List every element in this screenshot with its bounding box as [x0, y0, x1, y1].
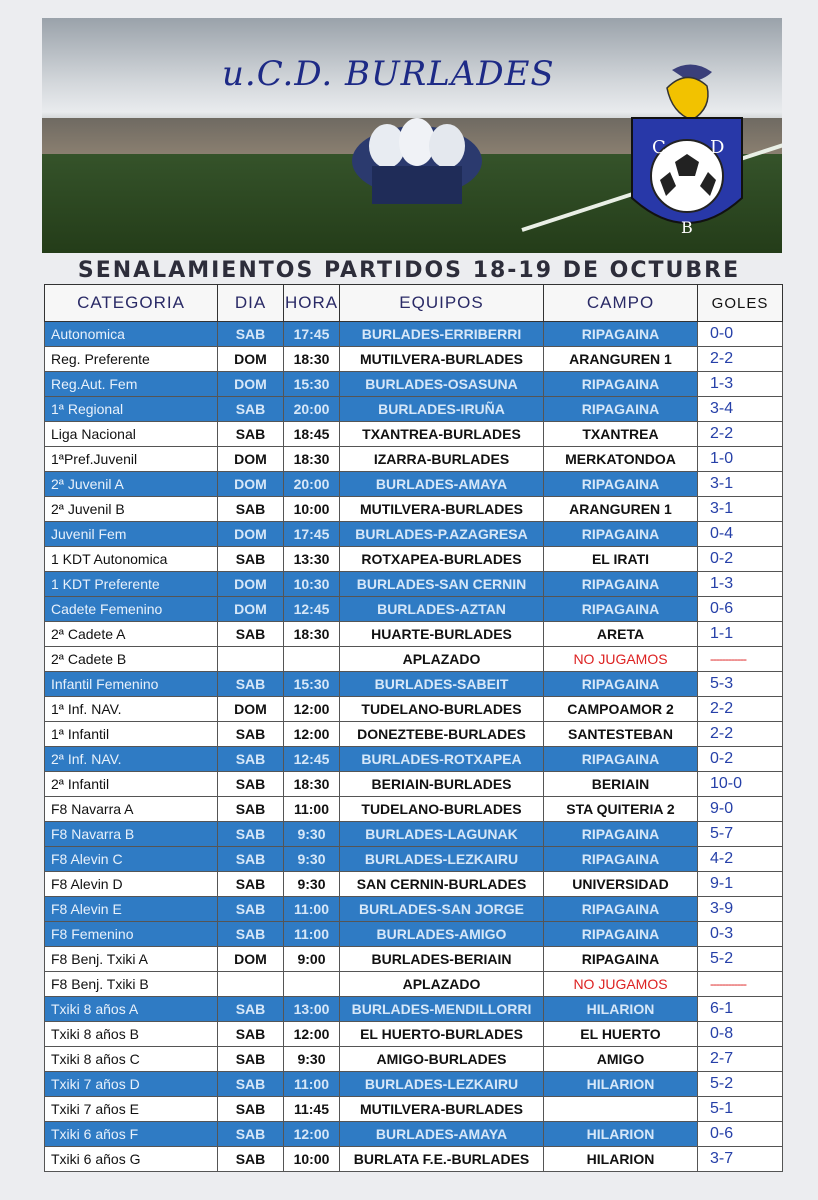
- field-cell: RIPAGAINA: [544, 597, 698, 622]
- category-cell: 2ª Cadete B: [45, 647, 218, 672]
- time-cell: 20:00: [284, 397, 340, 422]
- table-row: [45, 997, 783, 1022]
- day-cell: SAB: [218, 772, 284, 797]
- time-cell: 9:30: [284, 1047, 340, 1072]
- teams-cell: TUDELANO-BURLADES: [340, 697, 544, 722]
- teams-cell: BURLADES-AMAYA: [340, 472, 544, 497]
- field-cell: RIPAGAINA: [544, 672, 698, 697]
- day-cell: SAB: [218, 897, 284, 922]
- goals-cell: 5-7: [698, 822, 783, 847]
- crest-letter-d: D: [710, 137, 725, 158]
- table-row: [45, 972, 783, 997]
- field-cell: STA QUITERIA 2: [544, 797, 698, 822]
- table-row: [45, 397, 783, 422]
- field-cell: EL HUERTO: [544, 1022, 698, 1047]
- goals-cell: 3-4: [698, 397, 783, 422]
- field-cell: AMIGO: [544, 1047, 698, 1072]
- day-cell: SAB: [218, 1047, 284, 1072]
- goals-cell: 0-3: [698, 922, 783, 947]
- col-header-dia: DIA: [218, 285, 284, 322]
- category-cell: 2ª Inf. NAV.: [45, 747, 218, 772]
- category-cell: 1 KDT Autonomica: [45, 547, 218, 572]
- time-cell: 13:30: [284, 547, 340, 572]
- table-row: [45, 872, 783, 897]
- goals-cell: 5-3: [698, 672, 783, 697]
- goals-cell: 0-6: [698, 1122, 783, 1147]
- goals-cell: 4-2: [698, 847, 783, 872]
- table-row: [45, 1022, 783, 1047]
- matches-table: [44, 284, 783, 1172]
- col-header-hora: HORA: [284, 285, 340, 322]
- table-header-row: [45, 285, 783, 322]
- day-cell: SAB: [218, 847, 284, 872]
- goals-cell: 2-2: [698, 697, 783, 722]
- day-cell: DOM: [218, 697, 284, 722]
- table-row: [45, 797, 783, 822]
- table-row: [45, 322, 783, 347]
- table-row: [45, 522, 783, 547]
- teams-cell: BURLADES-OSASUNA: [340, 372, 544, 397]
- field-cell: RIPAGAINA: [544, 947, 698, 972]
- field-cell: TXANTREA: [544, 422, 698, 447]
- day-cell: [218, 647, 284, 672]
- teams-cell: BURLADES-SAN JORGE: [340, 897, 544, 922]
- teams-cell: BURLADES-IRUÑA: [340, 397, 544, 422]
- goals-cell: 1-3: [698, 572, 783, 597]
- team-huddle-image: [342, 106, 492, 206]
- goals-cell: 0-8: [698, 1022, 783, 1047]
- table-row: [45, 622, 783, 647]
- day-cell: SAB: [218, 622, 284, 647]
- goals-cell: 10-0: [698, 772, 783, 797]
- goals-cell: 2-2: [698, 722, 783, 747]
- category-cell: F8 Benj. Txiki B: [45, 972, 218, 997]
- field-cell: BERIAIN: [544, 772, 698, 797]
- time-cell: 12:45: [284, 597, 340, 622]
- teams-cell: IZARRA-BURLADES: [340, 447, 544, 472]
- time-cell: 17:45: [284, 522, 340, 547]
- teams-cell: EL HUERTO-BURLADES: [340, 1022, 544, 1047]
- teams-cell: BURLADES-SABEIT: [340, 672, 544, 697]
- goals-cell: 0-2: [698, 747, 783, 772]
- category-cell: F8 Navarra A: [45, 797, 218, 822]
- goals-cell: 3-1: [698, 497, 783, 522]
- field-cell: HILARION: [544, 1147, 698, 1172]
- field-cell: HILARION: [544, 1072, 698, 1097]
- goals-cell: 0-6: [698, 597, 783, 622]
- club-crest-icon: [612, 58, 762, 248]
- table-row: [45, 722, 783, 747]
- day-cell: SAB: [218, 1122, 284, 1147]
- table-row: [45, 847, 783, 872]
- category-cell: Reg. Preferente: [45, 347, 218, 372]
- day-cell: SAB: [218, 547, 284, 572]
- day-cell: SAB: [218, 797, 284, 822]
- table-row: [45, 697, 783, 722]
- field-cell: NO JUGAMOS: [544, 972, 698, 997]
- table-row: [45, 897, 783, 922]
- time-cell: 15:30: [284, 372, 340, 397]
- field-cell: ARANGUREN 1: [544, 347, 698, 372]
- day-cell: SAB: [218, 422, 284, 447]
- day-cell: SAB: [218, 1147, 284, 1172]
- teams-cell: DONEZTEBE-BURLADES: [340, 722, 544, 747]
- goals-cell: 3-9: [698, 897, 783, 922]
- category-cell: Autonomica: [45, 322, 218, 347]
- teams-cell: BURLADES-P.AZAGRESA: [340, 522, 544, 547]
- time-cell: 10:00: [284, 1147, 340, 1172]
- teams-cell: HUARTE-BURLADES: [340, 622, 544, 647]
- category-cell: 1ª Infantil: [45, 722, 218, 747]
- category-cell: Reg.Aut. Fem: [45, 372, 218, 397]
- time-cell: [284, 972, 340, 997]
- goals-cell: 0-2: [698, 547, 783, 572]
- field-cell: SANTESTEBAN: [544, 722, 698, 747]
- goals-cell: 0-4: [698, 522, 783, 547]
- goals-cell: 6-1: [698, 997, 783, 1022]
- time-cell: 9:30: [284, 872, 340, 897]
- table-row: [45, 947, 783, 972]
- day-cell: SAB: [218, 1022, 284, 1047]
- time-cell: 9:00: [284, 947, 340, 972]
- day-cell: SAB: [218, 397, 284, 422]
- table-row: [45, 547, 783, 572]
- day-cell: SAB: [218, 922, 284, 947]
- goals-cell: 5-1: [698, 1097, 783, 1122]
- field-cell: MERKATONDOA: [544, 447, 698, 472]
- table-row: [45, 347, 783, 372]
- time-cell: 20:00: [284, 472, 340, 497]
- field-cell: RIPAGAINA: [544, 472, 698, 497]
- category-cell: 1ª Inf. NAV.: [45, 697, 218, 722]
- teams-cell: BERIAIN-BURLADES: [340, 772, 544, 797]
- day-cell: SAB: [218, 1097, 284, 1122]
- table-row: [45, 597, 783, 622]
- table-row: [45, 822, 783, 847]
- teams-cell: APLAZADO: [340, 972, 544, 997]
- day-cell: SAB: [218, 672, 284, 697]
- field-cell: [544, 1097, 698, 1122]
- time-cell: [284, 647, 340, 672]
- day-cell: SAB: [218, 497, 284, 522]
- teams-cell: BURLATA F.E.-BURLADES: [340, 1147, 544, 1172]
- field-cell: RIPAGAINA: [544, 747, 698, 772]
- time-cell: 18:30: [284, 447, 340, 472]
- time-cell: 11:00: [284, 897, 340, 922]
- goals-cell: 2-7: [698, 1047, 783, 1072]
- teams-cell: BURLADES-SAN CERNIN: [340, 572, 544, 597]
- category-cell: Juvenil Fem: [45, 522, 218, 547]
- teams-cell: BURLADES-AMAYA: [340, 1122, 544, 1147]
- teams-cell: ROTXAPEA-BURLADES: [340, 547, 544, 572]
- table-row: [45, 1122, 783, 1147]
- field-cell: RIPAGAINA: [544, 372, 698, 397]
- time-cell: 18:30: [284, 772, 340, 797]
- category-cell: Txiki 8 años C: [45, 1047, 218, 1072]
- goals-cell: 9-1: [698, 872, 783, 897]
- table-row: [45, 372, 783, 397]
- teams-cell: MUTILVERA-BURLADES: [340, 1097, 544, 1122]
- category-cell: F8 Navarra B: [45, 822, 218, 847]
- time-cell: 11:00: [284, 1072, 340, 1097]
- table-row: [45, 497, 783, 522]
- time-cell: 18:30: [284, 622, 340, 647]
- day-cell: DOM: [218, 572, 284, 597]
- table-row: [45, 422, 783, 447]
- table-row: [45, 1047, 783, 1072]
- category-cell: Infantil Femenino: [45, 672, 218, 697]
- table-row: [45, 572, 783, 597]
- day-cell: DOM: [218, 597, 284, 622]
- header-banner: [42, 18, 782, 253]
- category-cell: Txiki 7 años D: [45, 1072, 218, 1097]
- field-cell: RIPAGAINA: [544, 572, 698, 597]
- time-cell: 9:30: [284, 847, 340, 872]
- col-header-categoria: CATEGORIA: [45, 285, 218, 322]
- goals-cell: 1-1: [698, 622, 783, 647]
- field-cell: NO JUGAMOS: [544, 647, 698, 672]
- field-cell: RIPAGAINA: [544, 322, 698, 347]
- category-cell: F8 Femenino: [45, 922, 218, 947]
- table-row: [45, 1097, 783, 1122]
- field-cell: RIPAGAINA: [544, 397, 698, 422]
- day-cell: DOM: [218, 522, 284, 547]
- category-cell: Cadete Femenino: [45, 597, 218, 622]
- category-cell: 2ª Juvenil A: [45, 472, 218, 497]
- goals-cell: ------------: [698, 647, 783, 672]
- field-cell: RIPAGAINA: [544, 847, 698, 872]
- category-cell: F8 Alevin D: [45, 872, 218, 897]
- time-cell: 10:00: [284, 497, 340, 522]
- category-cell: 1ª Regional: [45, 397, 218, 422]
- category-cell: Txiki 6 años G: [45, 1147, 218, 1172]
- teams-cell: MUTILVERA-BURLADES: [340, 347, 544, 372]
- goals-cell: 3-1: [698, 472, 783, 497]
- teams-cell: SAN CERNIN-BURLADES: [340, 872, 544, 897]
- goals-cell: ------------: [698, 972, 783, 997]
- goals-cell: 9-0: [698, 797, 783, 822]
- goals-cell: 2-2: [698, 347, 783, 372]
- time-cell: 17:45: [284, 322, 340, 347]
- day-cell: DOM: [218, 472, 284, 497]
- col-header-campo: CAMPO: [544, 285, 698, 322]
- category-cell: Txiki 8 años A: [45, 997, 218, 1022]
- category-cell: Txiki 7 años E: [45, 1097, 218, 1122]
- field-cell: HILARION: [544, 1122, 698, 1147]
- category-cell: 1 KDT Preferente: [45, 572, 218, 597]
- time-cell: 11:45: [284, 1097, 340, 1122]
- day-cell: SAB: [218, 1072, 284, 1097]
- table-row: [45, 447, 783, 472]
- field-cell: RIPAGAINA: [544, 522, 698, 547]
- teams-cell: BURLADES-BERIAIN: [340, 947, 544, 972]
- day-cell: [218, 972, 284, 997]
- category-cell: 2ª Cadete A: [45, 622, 218, 647]
- category-cell: Txiki 8 años B: [45, 1022, 218, 1047]
- field-cell: ARETA: [544, 622, 698, 647]
- teams-cell: APLAZADO: [340, 647, 544, 672]
- table-row: [45, 922, 783, 947]
- table-row: [45, 747, 783, 772]
- table-row: [45, 772, 783, 797]
- goals-cell: 0-0: [698, 322, 783, 347]
- day-cell: SAB: [218, 322, 284, 347]
- category-cell: Txiki 6 años F: [45, 1122, 218, 1147]
- time-cell: 12:00: [284, 722, 340, 747]
- teams-cell: BURLADES-LEZKAIRU: [340, 1072, 544, 1097]
- table-row: [45, 1072, 783, 1097]
- time-cell: 11:00: [284, 797, 340, 822]
- time-cell: 18:30: [284, 347, 340, 372]
- category-cell: Liga Nacional: [45, 422, 218, 447]
- category-cell: 2ª Infantil: [45, 772, 218, 797]
- teams-cell: BURLADES-ROTXAPEA: [340, 747, 544, 772]
- goals-cell: 3-7: [698, 1147, 783, 1172]
- teams-cell: BURLADES-LAGUNAK: [340, 822, 544, 847]
- crest-letter-c: C: [652, 137, 666, 158]
- day-cell: SAB: [218, 722, 284, 747]
- table-row: [45, 1147, 783, 1172]
- teams-cell: AMIGO-BURLADES: [340, 1047, 544, 1072]
- time-cell: 12:00: [284, 697, 340, 722]
- col-header-equipos: EQUIPOS: [340, 285, 544, 322]
- category-cell: F8 Alevin E: [45, 897, 218, 922]
- col-header-goles: GOLES: [698, 285, 783, 322]
- time-cell: 13:00: [284, 997, 340, 1022]
- day-cell: DOM: [218, 347, 284, 372]
- field-cell: HILARION: [544, 997, 698, 1022]
- category-cell: F8 Benj. Txiki A: [45, 947, 218, 972]
- teams-cell: TUDELANO-BURLADES: [340, 797, 544, 822]
- time-cell: 12:00: [284, 1022, 340, 1047]
- time-cell: 12:00: [284, 1122, 340, 1147]
- time-cell: 12:45: [284, 747, 340, 772]
- field-cell: RIPAGAINA: [544, 897, 698, 922]
- category-cell: 1ªPref.Juvenil: [45, 447, 218, 472]
- teams-cell: BURLADES-AMIGO: [340, 922, 544, 947]
- teams-cell: BURLADES-ERRIBERRI: [340, 322, 544, 347]
- club-title: u.C.D. BURLADES: [222, 54, 555, 94]
- goals-cell: 2-2: [698, 422, 783, 447]
- day-cell: DOM: [218, 372, 284, 397]
- day-cell: SAB: [218, 747, 284, 772]
- teams-cell: TXANTREA-BURLADES: [340, 422, 544, 447]
- goals-cell: 5-2: [698, 1072, 783, 1097]
- goals-cell: 1-3: [698, 372, 783, 397]
- teams-cell: BURLADES-LEZKAIRU: [340, 847, 544, 872]
- field-cell: RIPAGAINA: [544, 822, 698, 847]
- day-cell: DOM: [218, 447, 284, 472]
- day-cell: DOM: [218, 947, 284, 972]
- goals-cell: 1-0: [698, 447, 783, 472]
- teams-cell: BURLADES-AZTAN: [340, 597, 544, 622]
- category-cell: 2ª Juvenil B: [45, 497, 218, 522]
- category-cell: F8 Alevin C: [45, 847, 218, 872]
- table-row: [45, 672, 783, 697]
- time-cell: 11:00: [284, 922, 340, 947]
- field-cell: RIPAGAINA: [544, 922, 698, 947]
- field-cell: UNIVERSIDAD: [544, 872, 698, 897]
- page-subtitle: SENALAMIENTOS PARTIDOS 18-19 DE OCTUBRE: [77, 258, 741, 283]
- day-cell: SAB: [218, 872, 284, 897]
- day-cell: SAB: [218, 822, 284, 847]
- day-cell: SAB: [218, 997, 284, 1022]
- time-cell: 10:30: [284, 572, 340, 597]
- teams-cell: BURLADES-MENDILLORRI: [340, 997, 544, 1022]
- teams-cell: MUTILVERA-BURLADES: [340, 497, 544, 522]
- time-cell: 18:45: [284, 422, 340, 447]
- crest-letter-b: B: [681, 218, 693, 237]
- table-row: [45, 472, 783, 497]
- table-row: [45, 647, 783, 672]
- time-cell: 15:30: [284, 672, 340, 697]
- goals-cell: 5-2: [698, 947, 783, 972]
- field-cell: ARANGUREN 1: [544, 497, 698, 522]
- field-cell: EL IRATI: [544, 547, 698, 572]
- field-cell: CAMPOAMOR 2: [544, 697, 698, 722]
- time-cell: 9:30: [284, 822, 340, 847]
